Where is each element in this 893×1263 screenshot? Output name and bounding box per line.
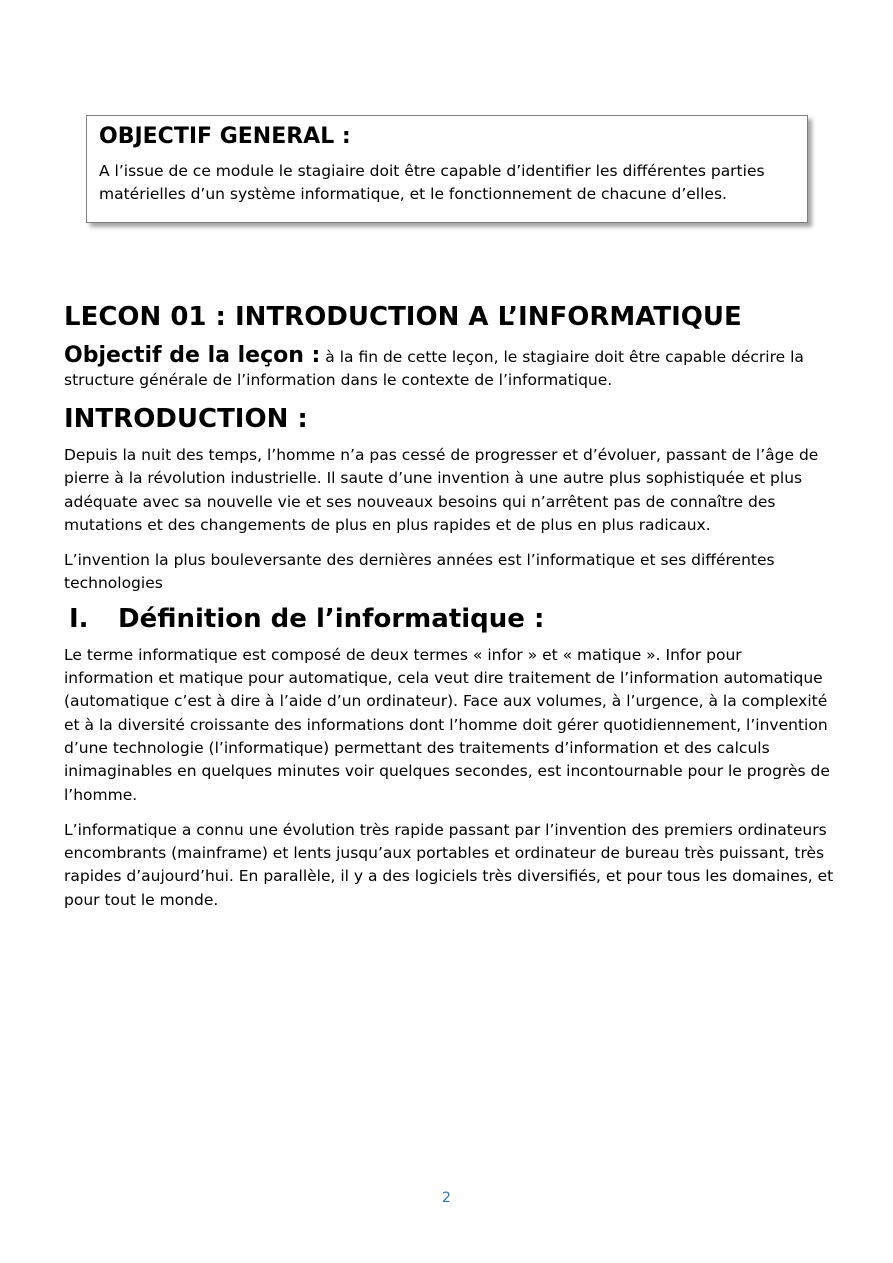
general-objective-text: A l’issue de ce module le stagiaire doit être capable d’identifier les différentes parties matérielles d’un système informatique, et le fonctionnement de chacune d’elles. — [99, 162, 765, 203]
page-number: 2 — [442, 1190, 451, 1206]
introduction-heading: INTRODUCTION : — [64, 404, 308, 434]
lesson-content — [64, 300, 834, 924]
definition-paragraph: L’informatique a connu une évolution très rapide passant par l’invention des premiers ordinateurs encombrants (mainframe) et lents jusqu’aux portables et ordinateur de bureau très puissant, très rapides d’aujourd’hui. En parallèle, il y a des logiciels très diversifiés, et pour tous les domaines, et pour tout le monde. — [64, 820, 834, 909]
definition-heading-text: Définition de l’informatique : — [118, 603, 545, 634]
lesson-objective-text: à la fin de cette leçon, le stagiaire doit être capable décrire la structure générale de l’information dans le contexte de l’informatique. — [64, 348, 804, 389]
definition-heading-number: I. — [69, 603, 89, 634]
general-objective-title: OBJECTIF GENERAL : — [99, 124, 351, 149]
lesson-title: LECON 01 : INTRODUCTION A L’INFORMATIQUE — [64, 302, 742, 332]
lesson-objective — [64, 344, 834, 392]
introduction-paragraph: Depuis la nuit des temps, l’homme n’a pas cessé de progresser et d’évoluer, passant de l’âge de pierre à la révolution industrielle. Il saute d’une invention à une autre plus sophistiquée et plus adéquate avec sa nouvelle vie et ses nouveaux besoins qui n’arrêtent pas de connaître des mutations et des changements de plus en plus rapides et de plus en plus radicaux. — [64, 446, 819, 534]
lesson-objective-label: Objectif de la leçon : — [64, 343, 321, 368]
definition-paragraph: Le terme informatique est composé de deux termes « infor » et « matique ». Infor pour information et matique pour automatique, cela veut dire traitement de l’information automatique (automatique c’est à dire à l’aide d’un ordinateur). Face aux volumes, à l’urgence, à la complexité et à la diversité croissante des informations dont l’homme doit gérer quotidiennement, l’invention d’une technologie (l’informatique) permettant des traitements d’information et des calculs inimaginables en quelques minutes voir quelques secondes, est incontournable pour le progrès de l’homme. — [64, 645, 830, 804]
general-objective-box — [86, 115, 808, 223]
introduction-paragraph: L’invention la plus bouleversante des dernières années est l’informatique et ses différentes technologies — [64, 551, 775, 593]
definition-heading — [64, 602, 834, 636]
